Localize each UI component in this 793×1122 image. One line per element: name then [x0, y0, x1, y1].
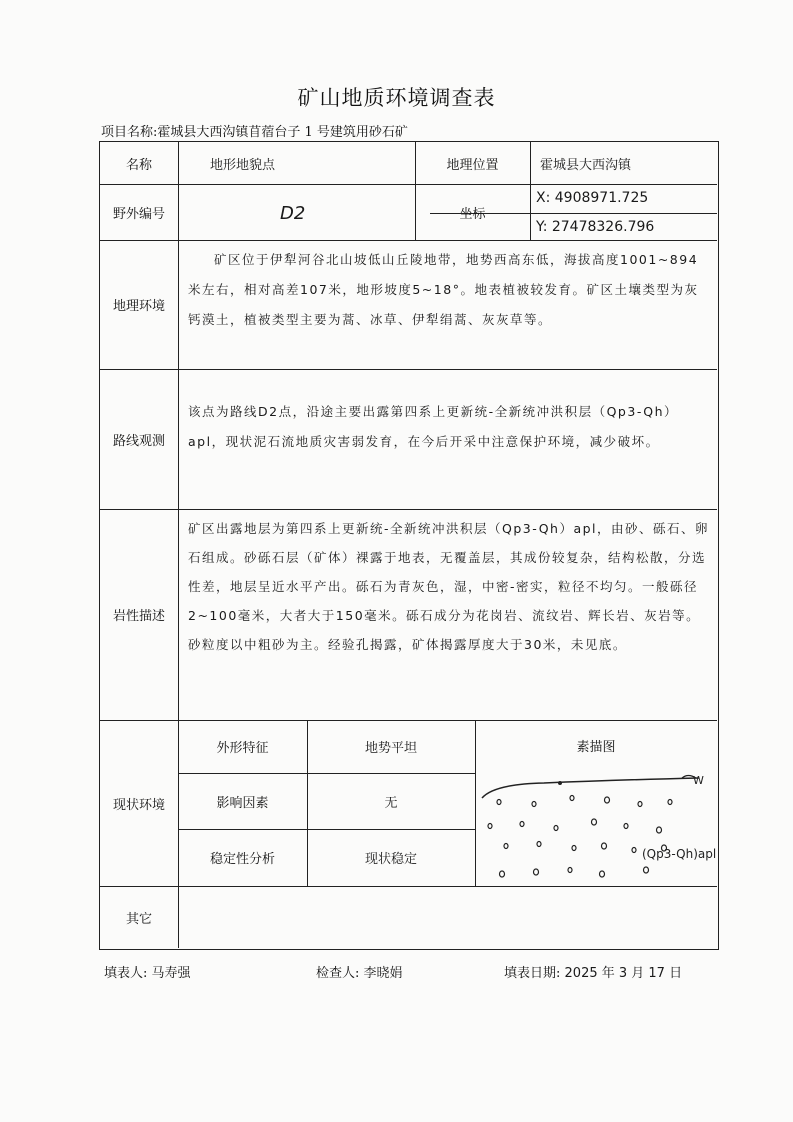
- influence-value: 无: [384, 795, 398, 811]
- name-label: 名称: [125, 157, 152, 173]
- stability-label: 稳定性分析: [209, 852, 275, 867]
- coord-y: Y: 27478326.796: [536, 219, 655, 235]
- stability-value: 现状稳定: [364, 852, 417, 867]
- sketch-drawing: [474, 774, 718, 886]
- location-value: 霍城县大西沟镇: [540, 158, 632, 173]
- location-label: 地理位置: [446, 157, 499, 173]
- sketch-arrow-label: W: [693, 774, 704, 787]
- shape-value: 地势平坦: [364, 741, 417, 756]
- project-name: 霍城县大西沟镇苜蓿台子 1 号建筑用砂石矿: [157, 125, 408, 140]
- project-label: 项目名称:: [101, 125, 158, 140]
- field-no-value: D2: [280, 203, 306, 224]
- filler-value: 马寿强: [151, 966, 191, 981]
- sketch-label: 素描图: [576, 740, 616, 755]
- geo-env-label: 地理环境: [112, 299, 165, 314]
- status-label: 现状环境: [112, 797, 165, 813]
- filler-label: 填表人:: [104, 966, 148, 981]
- date-label: 填表日期:: [504, 966, 561, 981]
- geo-env-text: 矿区位于伊犁河谷北山坡低山丘陵地带，地势西高东低，海拔高度1001~894米左右，相对高差107米，地形坡度5~18°。地表植被较发育。矿区土壤类型为灰钙漠土，植被类型主要为蒿、冰草、伊犁绢蒿、灰灰草等。: [188, 252, 699, 327]
- coord-label: 坐标: [459, 206, 486, 222]
- route-label: 路线观测: [112, 433, 165, 449]
- fill-date: [504, 962, 682, 981]
- checker-label: 检查人:: [316, 966, 360, 981]
- name-value: 地形地貌点: [210, 158, 276, 173]
- project-line: [101, 121, 408, 140]
- other-label: 其它: [125, 911, 152, 927]
- checker-value: 李晓娟: [363, 966, 403, 981]
- date-value: 2025 年 3 月 17 日: [564, 966, 683, 981]
- checker: [316, 962, 403, 981]
- sketch-note: (Qp3-Qh)apl: [642, 847, 717, 861]
- litho-label: 岩性描述: [112, 609, 165, 624]
- route-text: 该点为路线D2点，沿途主要出露第四系上更新统-全新统冲洪积层（Qp3-Qh）apl，现状泥石流地质灾害弱发育，在今后开采中注意保护环境，减少破坏。: [188, 404, 679, 449]
- shape-label: 外形特征: [216, 741, 269, 756]
- litho-text: 矿区出露地层为第四系上更新统-全新统冲洪积层（Qp3-Qh）apl，由砂、砾石、卵石组成。砂砾石层（矿体）裸露于地表，无覆盖层，其成份较复杂，结构松散，分选性差，地层呈近水平产出。砾石为青灰色，湿，中密-密实，粒径不均匀。一般砾径2~100毫米，大者大于150毫米。砾石成分为花岗岩、流纹岩、辉长岩、灰岩等。砂粒度以中粗砂为主。经验孔揭露，矿体揭露厚度大于30米，未见底。: [188, 521, 710, 652]
- filler: [104, 962, 191, 981]
- coord-x: X: 4908971.725: [536, 190, 649, 206]
- page-title: 矿山地质环境调查表: [297, 86, 496, 110]
- field-no-label: 野外编号: [112, 206, 165, 222]
- influence-label: 影响因素: [216, 795, 269, 811]
